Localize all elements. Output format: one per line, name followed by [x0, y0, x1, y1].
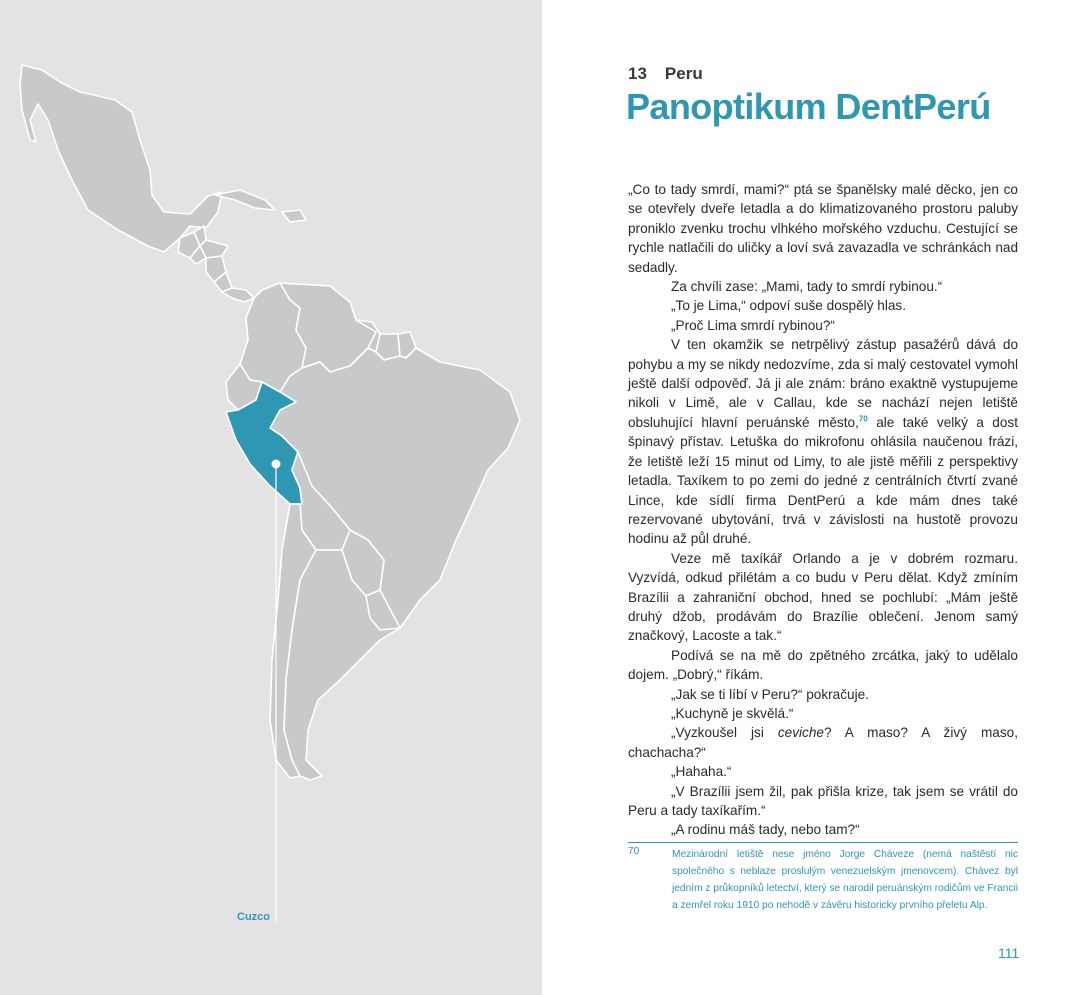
- map-country-panama: [222, 288, 254, 302]
- paragraph-text: ? A maso? A živý maso, chachacha?“: [628, 725, 1018, 760]
- footnote-divider: [628, 842, 1018, 843]
- paragraph-text: V ten okamžik se netrpělivý zástup pasažérů dává do pohybu a my se nikdy nedozvíme, zda si malý cestovatel vymohl ještě další odpověď. Já ji ale znám: bráno exaktně vystupujeme nikoli v Limě, ale v Callau, kde se nachází nejen letiště obsluhující hlavní peruánské město,: [628, 337, 1018, 430]
- cuzco-marker-dot: [272, 460, 281, 469]
- paragraph: [628, 723, 1018, 762]
- paragraph: „Proč Lima smrdí rybinou?“: [671, 317, 835, 333]
- paragraph: „Co to tady smrdí, mami?“ ptá se španělsky malé děcko, jen co se otevřely dveře letadla a do klimatizovaného prostoru paluby proniklo zvenku trochu vlhkého mořského vzduchu. Cestující se rychle natlačili do uličky a loví svá zavazadla ve schránkách nad sedadly.: [628, 182, 1018, 275]
- footnote-text: Mezinárodní letiště nese jméno Jorge Cháveze (nemá naštěstí nic společného s neblaze proslulým venezuelským jmenovcem). Chávez byl jedním z průkopníků letectví, který se narodil peruánským rodičům ve Francii a zemřel roku 1910 po nehodě v závěru historicky prvního přeletu Alp.: [672, 849, 1018, 911]
- chapter-country: Peru: [664, 64, 703, 83]
- paragraph: Veze mě taxíkář Orlando a je v dobrém rozmaru. Vyzvídá, odkud přilétám a co budu v Peru dělat. Když zmíním Brazílii a zahraniční obchod, hned se pochlubí: „Mám ještě druhý džob, prodávám do Brazílie oblečení. Jenom samý značkový, Lacoste a tak.“: [628, 550, 1018, 644]
- paragraph: „A rodinu máš tady, nebo tam?“: [671, 822, 860, 838]
- paragraph: „V Brazílii jsem žil, pak přišla krize, tak jsem se vrátil do Peru a tady taxíkařím.“: [628, 783, 1018, 818]
- map-island-cuba: [215, 190, 275, 210]
- text-page: [542, 0, 1082, 995]
- body-text: [628, 180, 1018, 840]
- paragraph: „Hahaha.“: [671, 764, 732, 780]
- page-title: Panoptikum DentPerú: [626, 86, 991, 127]
- paragraph: „Kuchyně je skvělá.“: [671, 705, 794, 721]
- paragraph: [628, 335, 1018, 548]
- paragraph: Podívá se na mě do zpětného zrcátka, jaký to udělalo dojem. „Dobrý,“ říkám.: [628, 647, 1018, 683]
- footnote-reference[interactable]: 70: [858, 414, 868, 424]
- chapter-number: 13: [628, 64, 647, 83]
- cuzco-label: Cuzco: [237, 911, 270, 923]
- footnote-number: 70: [628, 846, 640, 857]
- paragraph: Za chvíli zase: „Mami, tady to smrdí rybinou.“: [671, 279, 943, 295]
- italic-term: ceviche: [777, 725, 824, 741]
- map-island-hispaniola: [282, 210, 306, 222]
- paragraph-text: ale také velký a dost špinavý přístav. Letuška do mikrofonu ohlásila naučenou frázi, že letiště leží 15 minut od Limy, to ale jistě měřili z perspektivy letadla. Taxíkem to po zemi do jedné z centrálních čtvrtí zvané Lince, kde sídlí firma DentPerú a kde mám dnes také rezervované ubytování, trvá v závislosti na hustotě provozu hodinu až půl druhé.: [628, 414, 1019, 547]
- map-country-mexico: [20, 65, 222, 252]
- page-number: 111: [998, 945, 1020, 961]
- paragraph-text: „Vyzkoušel jsi: [671, 725, 778, 741]
- paragraph: „To je Lima,“ odpoví suše dospělý hlas.: [671, 298, 906, 314]
- chapter-heading: [628, 64, 703, 84]
- paragraph: „Jak se ti líbí v Peru?“ pokračuje.: [671, 686, 869, 702]
